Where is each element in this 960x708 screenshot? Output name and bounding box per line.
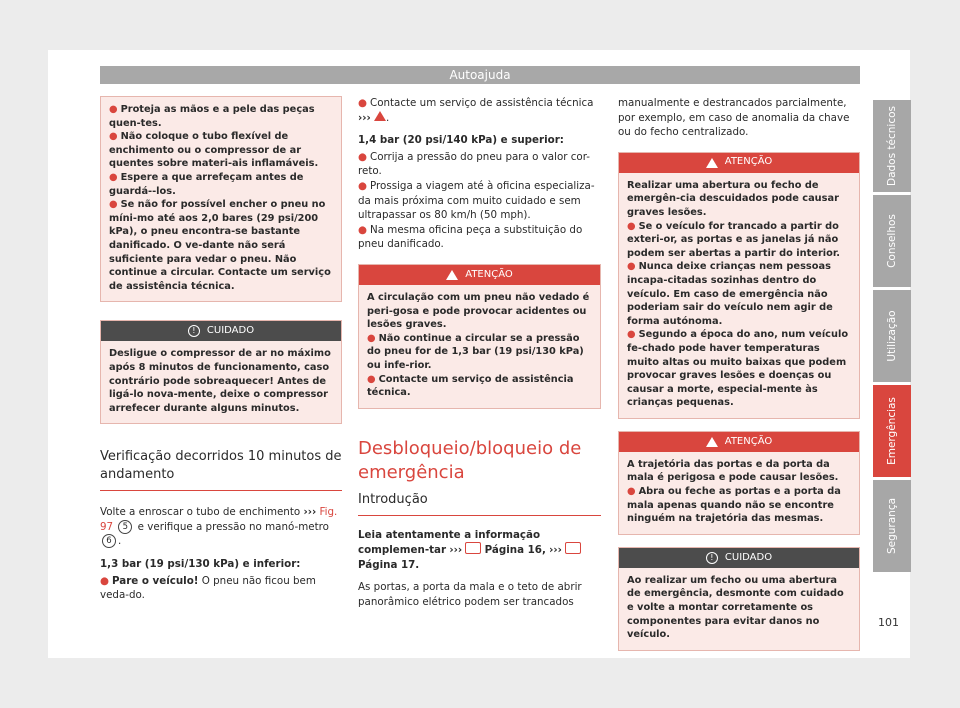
list-item: ● Nunca deixe crianças nem pessoas incapa-citadas sozinhas dentro do veículo. Em caso de emergência não poderiam sair do veículo nem agir de forma autónoma. bbox=[627, 261, 833, 327]
chapter-title: Desbloqueio/bloqueio de emergência bbox=[358, 437, 582, 483]
book-icon bbox=[465, 542, 481, 554]
list-item: ● Segundo a época do ano, num veículo fe-chado pode haver temperaturas muito altas ou muito baixas que podem provocar graves lesões e doenças ou causar a morte, especial-mente às crianças pequenas. bbox=[627, 329, 849, 409]
tab-dados-tecnicos[interactable]: Dados técnicos bbox=[873, 100, 911, 192]
warning-icon bbox=[706, 158, 718, 168]
info-icon: ! bbox=[188, 325, 200, 337]
list-item: ● Proteja as mãos e a pele das peças quen-tes. bbox=[109, 104, 315, 129]
column-2 bbox=[358, 96, 601, 610]
page-header: Autoajuda bbox=[100, 66, 860, 84]
callout-number: 6 bbox=[102, 534, 116, 548]
column-3 bbox=[618, 96, 860, 651]
atencao-intro: A trajetória das portas e da porta da mala é perigosa e pode causar lesões. bbox=[627, 458, 839, 484]
list-item: ● Contacte um serviço de assistência técnica. bbox=[367, 373, 574, 399]
sub-heading: 1,4 bar (20 psi/140 kPa) e superior: bbox=[358, 134, 564, 147]
list-item: ● Não continue a circular se a pressão do pneu for de 1,3 bar (19 psi/130 kPa) ou infe-rior. bbox=[367, 332, 584, 371]
figure-link[interactable]: Fig. 97 bbox=[100, 506, 338, 533]
chapter-subtitle: Introdução bbox=[358, 491, 601, 516]
callout-number: 5 bbox=[118, 520, 132, 534]
atencao-heading: ATENÇÃO bbox=[724, 435, 773, 447]
info-icon: ! bbox=[706, 552, 718, 564]
paragraph: As portas, a porta da mala e o teto de abrir panorâmico elétrico podem ser trancados bbox=[358, 581, 582, 609]
warning-list-box bbox=[100, 96, 342, 302]
warning-icon bbox=[374, 111, 386, 121]
cuidado-text: Desligue o compressor de ar no máximo após 8 minutos de funcionamento, caso contrário pode sobreaquecer! Antes de ligá-lo nova-mente, deixe o compressor arrefecer durante alguns minutos. bbox=[109, 348, 331, 414]
list-item: ● Contacte um serviço de assistência técnica ››› . bbox=[358, 97, 594, 124]
atencao-box bbox=[358, 264, 601, 409]
list-item: ● Não coloque o tubo flexível de enchimento ou o compressor de ar quentes sobre materi-ais inflamáveis. bbox=[109, 131, 319, 170]
atencao-intro: Realizar uma abertura ou fecho de emergên-cia descuidados pode causar graves lesões. bbox=[627, 179, 839, 218]
tab-conselhos[interactable]: Conselhos bbox=[873, 195, 911, 287]
sub-heading: 1,3 bar (19 psi/130 kPa) e inferior: bbox=[100, 558, 301, 571]
side-tabs bbox=[873, 100, 911, 575]
warning-icon bbox=[706, 437, 718, 447]
atencao-intro: A circulação com um pneu não vedado é peri-gosa e pode provocar acidentes ou lesões graves. bbox=[367, 291, 590, 331]
cuidado-heading: CUIDADO bbox=[724, 551, 773, 563]
paragraph: Volte a enroscar o tubo de enchimento ››› Fig. 97 5 e verifique a pressão no manó-metro 6 . bbox=[100, 506, 338, 548]
atencao-box bbox=[618, 152, 860, 419]
paragraph: Leia atentamente a informação complemen-tar ››› Página 16, ››› Página 17. bbox=[358, 528, 601, 573]
list-item: ● Espere a que arrefeçam antes de guardá--los. bbox=[109, 171, 304, 197]
tab-emergencias[interactable]: Emergências bbox=[873, 385, 911, 477]
column-1 bbox=[100, 96, 342, 603]
book-icon bbox=[565, 542, 581, 554]
list-item: ● Pare o veículo! O pneu não ficou bem veda-do. bbox=[100, 574, 316, 602]
page-number: 101 bbox=[878, 616, 899, 629]
list-item: ● Se não for possível encher o pneu no míni-mo até aos 2,0 bares (29 psi/200 kPa), o pneu encontra-se bastante danificado. O ve-dante não será suficiente para vedar o pneu. Não continue a circular. Contacte um serviço de assistência técnica. bbox=[109, 199, 331, 292]
atencao-heading: ATENÇÃO bbox=[724, 156, 773, 168]
list-item: ● Corrija a pressão do pneu para o valor cor-reto. bbox=[358, 150, 591, 178]
section-title: Verificação decorridos 10 minutos de andamento bbox=[100, 448, 342, 491]
atencao-box bbox=[618, 431, 860, 535]
page-link[interactable]: Página 16, bbox=[484, 544, 546, 557]
warning-icon bbox=[446, 270, 458, 280]
cuidado-text: Ao realizar um fecho ou uma abertura de emergência, desmonte com cuidado e volte a montar corretamente os componentes para evitar danos no veículo. bbox=[627, 574, 844, 641]
list-item: ● Prossiga a viagem até à oficina especializa-da mais próxima com muito cuidado e sem ultrapassar os 80 km/h (50 mph). bbox=[358, 179, 595, 222]
tab-seguranca[interactable]: Segurança bbox=[873, 480, 911, 572]
page-link[interactable]: Página 17. bbox=[358, 558, 420, 571]
list-item: ● Na mesma oficina peça a substituição do pneu danificado. bbox=[358, 223, 583, 251]
paragraph: manualmente e destrancados parcialmente, por exemplo, em caso de anomalia da chave ou do fecho centralizado. bbox=[618, 97, 850, 139]
list-item: ● Se o veículo for trancado a partir do exteri-or, as portas e as janelas já não podem ser abertas a partir do interior. bbox=[627, 220, 841, 259]
cuidado-box bbox=[100, 320, 342, 424]
list-item: ● Abra ou feche as portas e a porta da mala apenas quando não se encontre ninguém na trajetória das mesmas. bbox=[627, 486, 841, 525]
atencao-heading: ATENÇÃO bbox=[465, 268, 513, 280]
tab-utilizacao[interactable]: Utilização bbox=[873, 290, 911, 382]
cuidado-heading: CUIDADO bbox=[206, 325, 255, 337]
cuidado-box bbox=[618, 547, 860, 651]
